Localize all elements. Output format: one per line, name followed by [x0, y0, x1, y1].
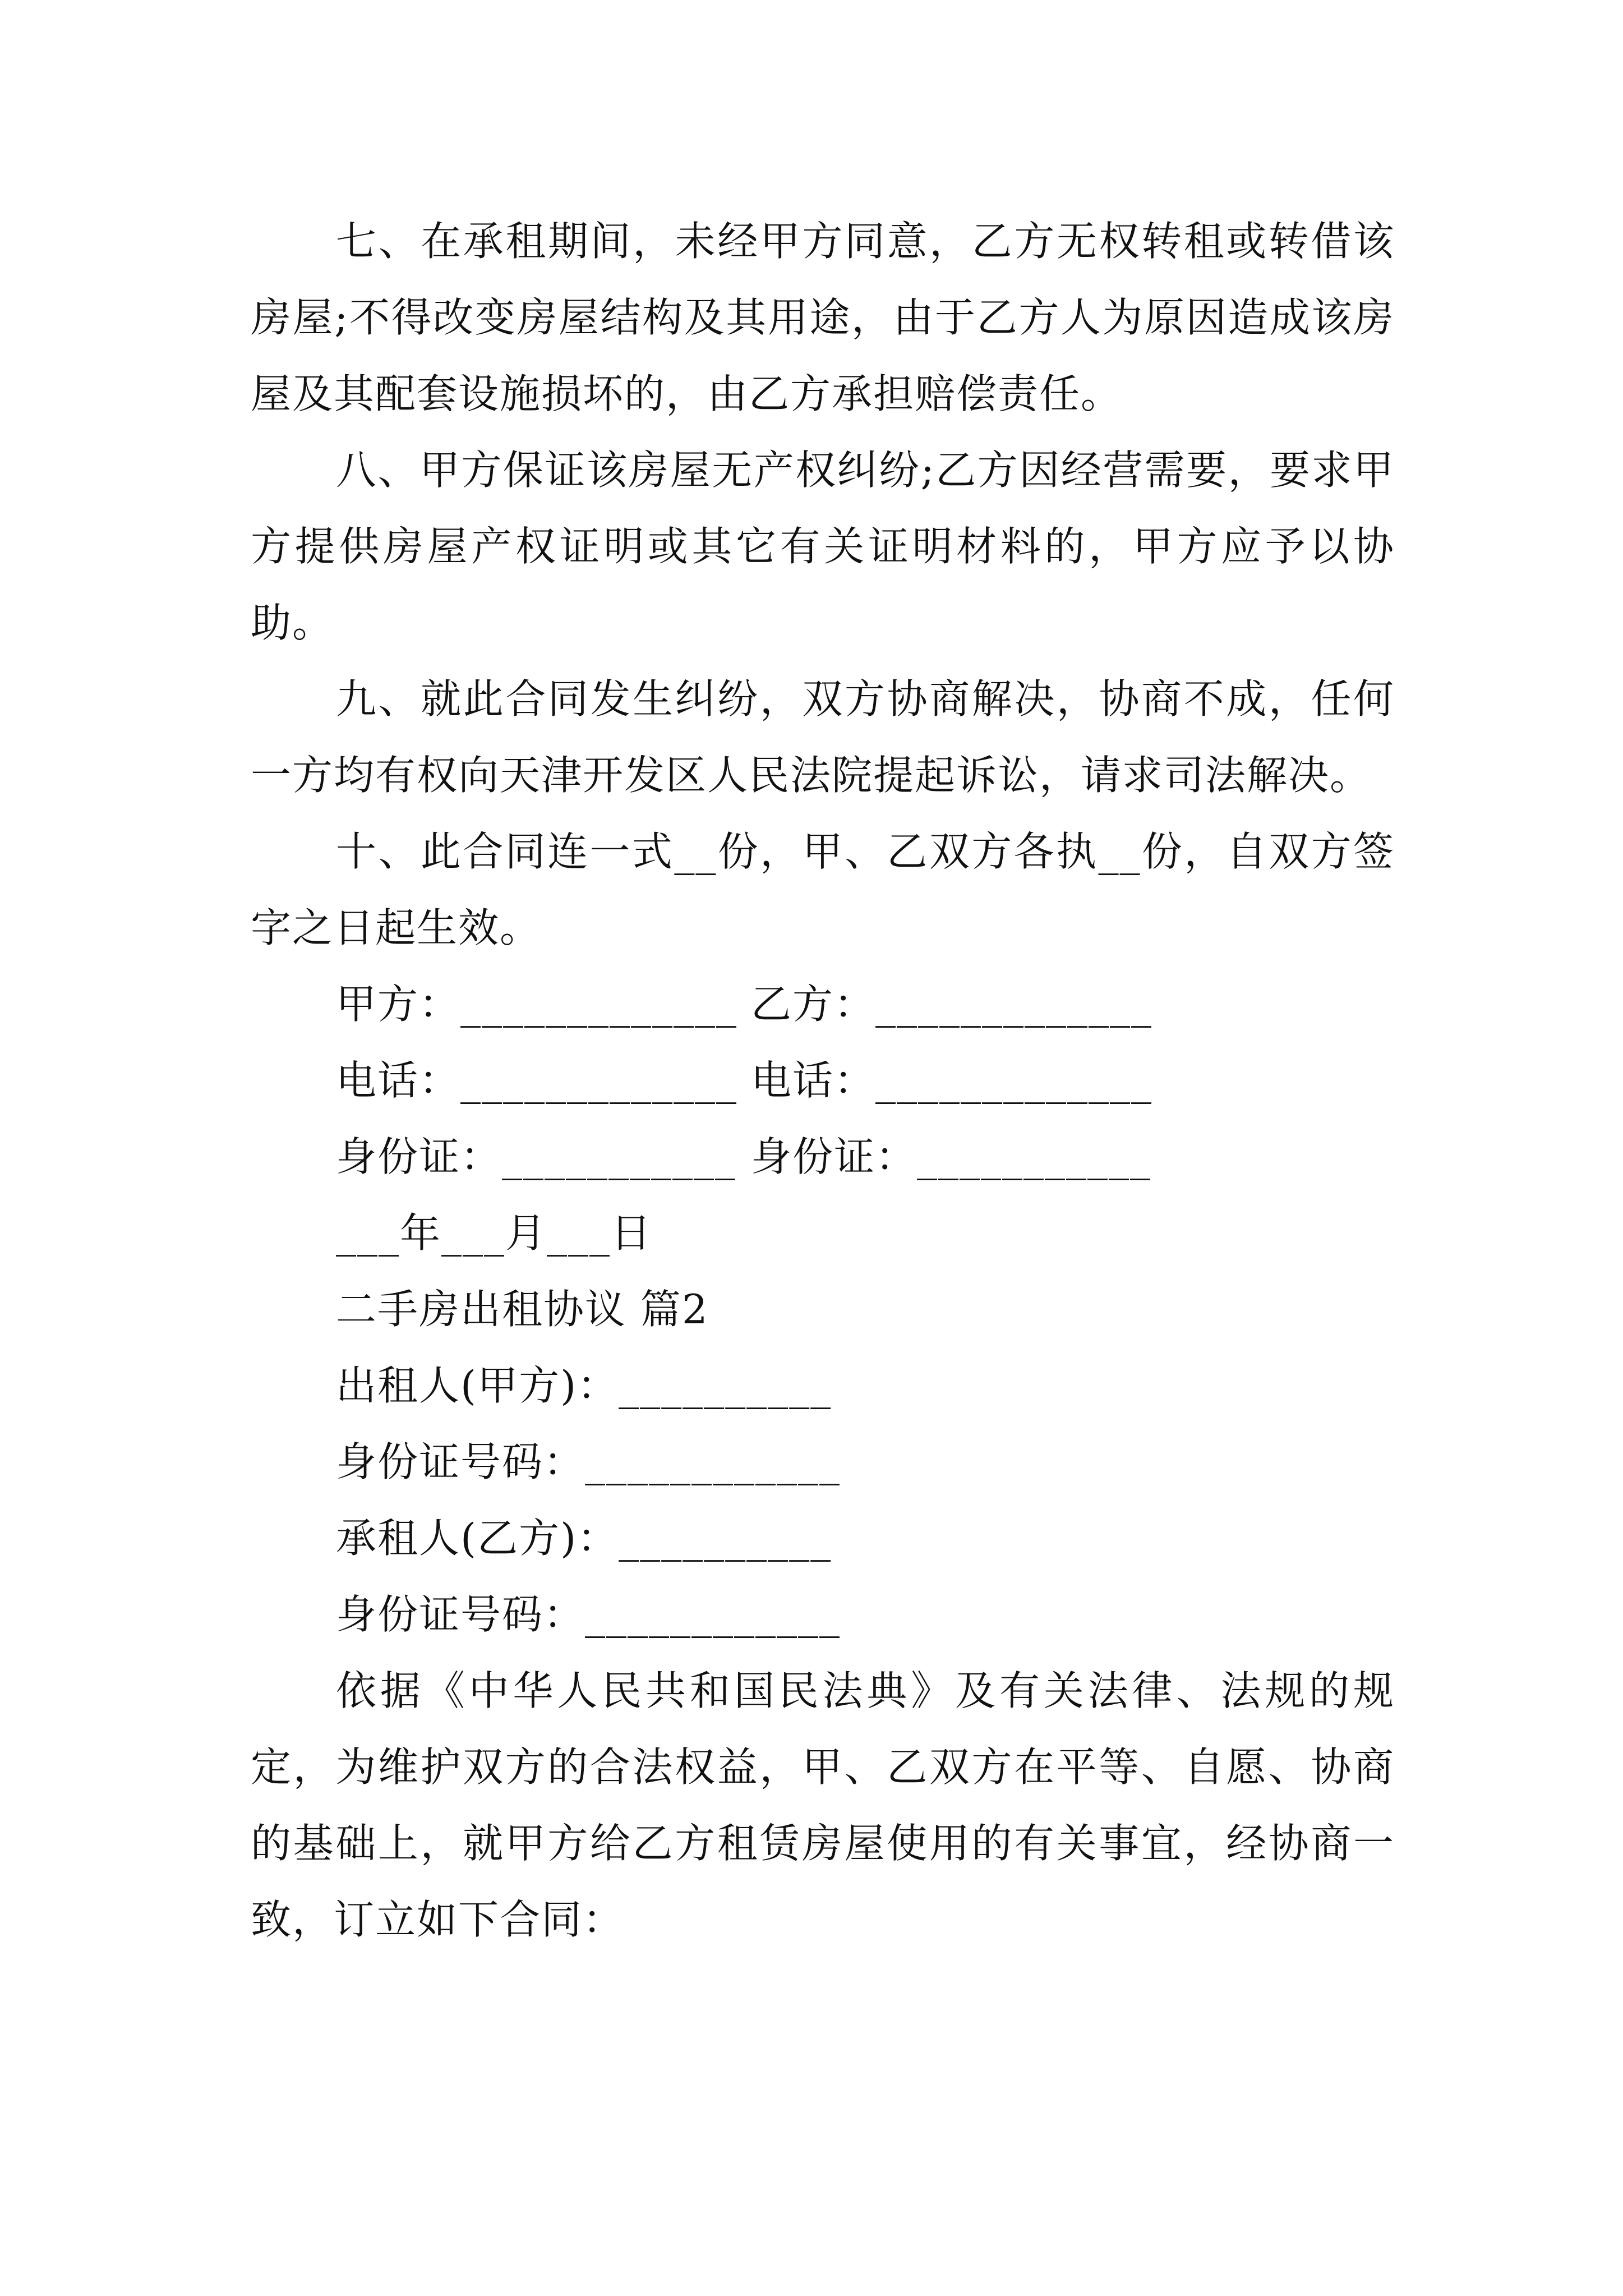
clause-7: 七、在承租期间，未经甲方同意，乙方无权转租或转借该房屋;不得改变房屋结构及其用途，由于乙方人为原因造成该房屋及其配套设施损坏的，由乙方承担赔偿责任。 — [251, 218, 1395, 417]
lessee-id-field: 身份证号码：____________ — [336, 1591, 841, 1638]
document-body — [251, 203, 1395, 1958]
party-b-signature-field: 乙方：_____________ — [751, 981, 1153, 1028]
party-a-phone-field: 电话：_____________ — [336, 1057, 738, 1104]
signature-row-phone — [251, 1042, 1395, 1119]
party-b-id-field: 身份证：___________ — [751, 1133, 1152, 1180]
clause-10: 十、此合同连一式__份，甲、乙双方各执__份，自双方签字之日起生效。 — [251, 828, 1395, 951]
signature-row-id — [251, 1119, 1395, 1195]
preamble-paragraph: 依据《中华人民共和国民法典》及有关法律、法规的规定，为维护双方的合法权益，甲、乙双方在平等、自愿、协商的基础上，就甲方给乙方租赁房屋使用的有关事宜，经协商一致，订立如下合同： — [251, 1667, 1395, 1943]
lessor-id-field: 身份证号码：____________ — [336, 1438, 841, 1485]
signature-date-field: ___年___月___日 — [336, 1209, 653, 1257]
clause-9: 九、就此合同发生纠纷，双方协商解决，协商不成，任何一方均有权向天津开发区人民法院提起诉讼，请求司法解决。 — [251, 675, 1395, 799]
party-a-signature-field: 甲方：_____________ — [336, 981, 738, 1028]
party-a-id-field: 身份证：___________ — [336, 1133, 737, 1180]
party-b-phone-field: 电话：_____________ — [751, 1057, 1153, 1104]
lessee-field: 承租人(乙方)：__________ — [336, 1515, 832, 1562]
signature-row-party — [251, 966, 1395, 1042]
section-title: 二手房出租协议 篇2 — [336, 1286, 709, 1333]
lessor-field: 出租人(甲方)：__________ — [336, 1362, 832, 1409]
clause-8: 八、甲方保证该房屋无产权纠纷;乙方因经营需要，要求甲方提供房屋产权证明或其它有关证明材料的，甲方应予以协助。 — [251, 447, 1395, 646]
